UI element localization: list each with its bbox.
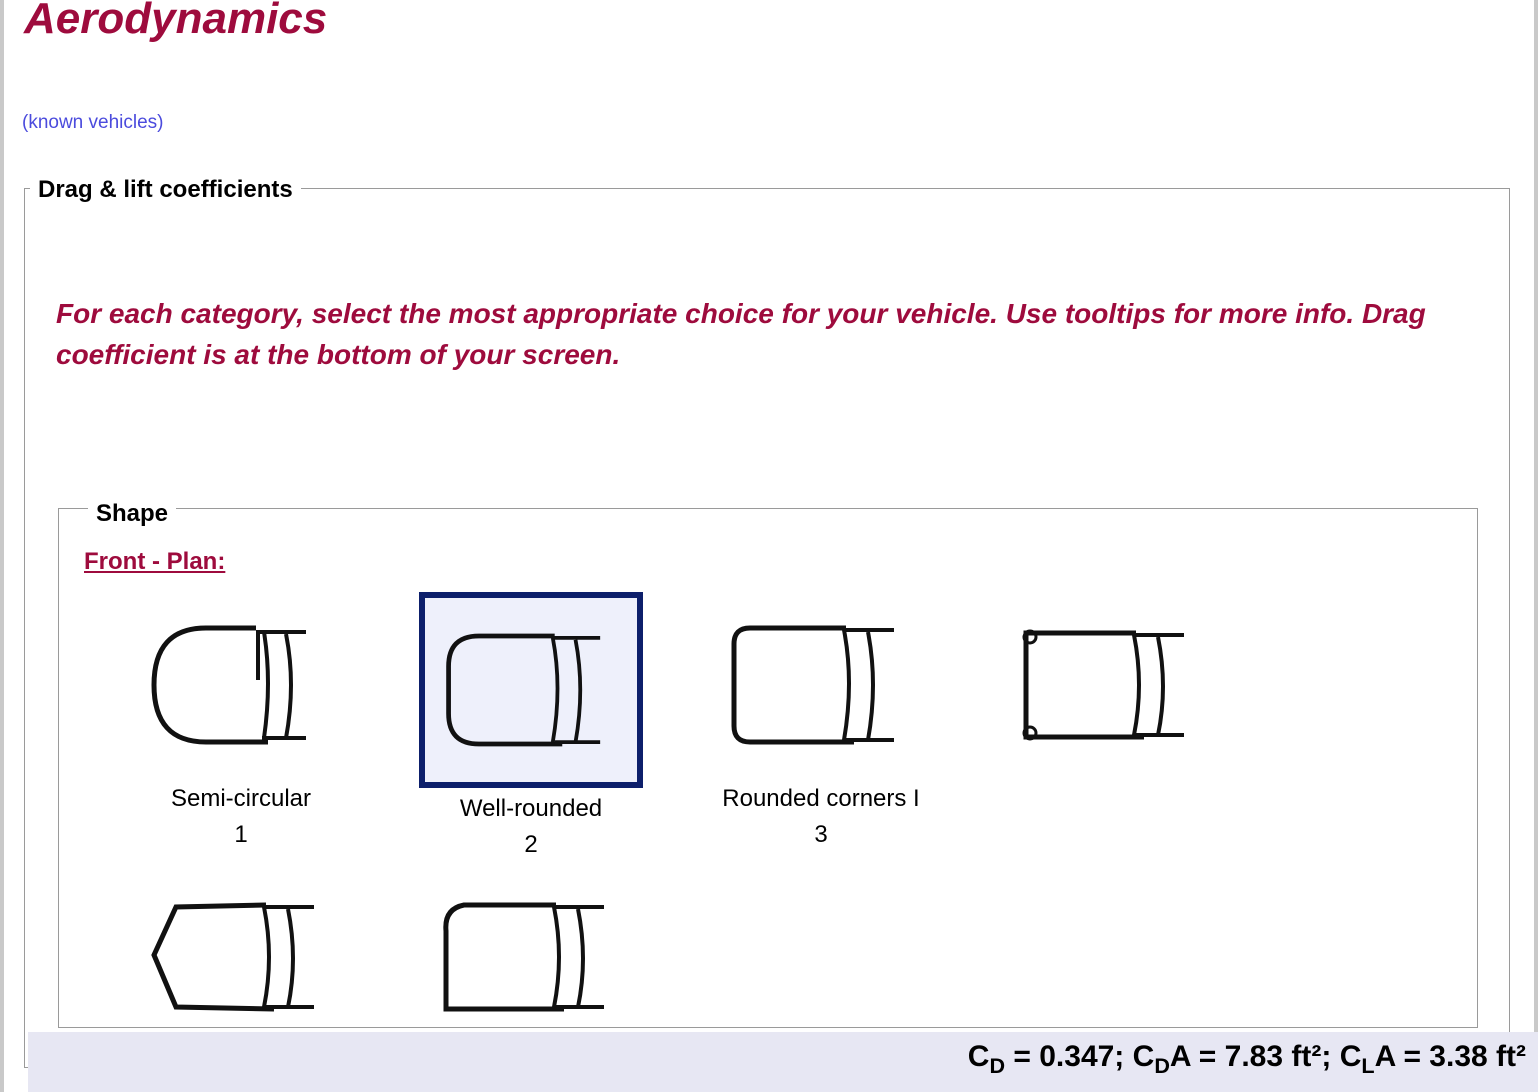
cd-subscript: D: [989, 1053, 1006, 1078]
page-title: Aerodynamics: [24, 0, 328, 43]
drag-coefficient-readout: [968, 1040, 1526, 1079]
shape-legend: Shape: [88, 500, 176, 528]
shape-option-grid: [96, 588, 1416, 1056]
semi-circular-front-plan-icon[interactable]: [131, 592, 351, 778]
shape-option-rounded-corners-ii[interactable]: [386, 860, 676, 1056]
shape-option-number: 2: [524, 831, 538, 858]
square-corners-front-plan-icon[interactable]: [1001, 592, 1221, 778]
rounded-corners-ii-shape-drawing: [436, 897, 626, 1017]
instructions-text: For each category, select the most appropriate choice for your vehicle. Use tooltips for more info. Drag coefficient is at the bottom of your screen.: [56, 298, 1426, 370]
known-vehicles-link[interactable]: (known vehicles): [22, 112, 164, 133]
shape-option-number: 3: [814, 821, 828, 848]
cda-subscript: D: [1154, 1053, 1170, 1078]
shape-option-label: Well-rounded: [459, 795, 603, 822]
cda-value: A = 7.83 ft²;: [1169, 1040, 1340, 1073]
square-corners-shape-drawing: [1016, 625, 1206, 745]
drag-lift-coefficients-legend: Drag & lift coefficients: [30, 176, 301, 204]
shape-option-square-corners[interactable]: [966, 588, 1256, 860]
rounded-corners-i-shape-drawing: [726, 620, 916, 750]
tapered-shape-drawing: [146, 897, 336, 1017]
cd-value: = 0.347;: [1005, 1040, 1133, 1073]
right-margin-rule: [1534, 0, 1538, 1092]
semi-circular-shape-drawing: [146, 620, 336, 750]
front-plan-label: Front - Plan:: [84, 548, 226, 575]
rounded-corners-ii-front-plan-icon[interactable]: [421, 864, 641, 1050]
cla-symbol: C: [1339, 1040, 1362, 1073]
shape-option-label: Semi-circular: [170, 785, 311, 812]
cda-symbol: C: [1132, 1040, 1155, 1073]
shape-option-rounded-corners-i[interactable]: [676, 588, 966, 860]
rounded-corners-i-front-plan-icon[interactable]: [711, 592, 931, 778]
shape-option-number: 1: [234, 821, 248, 848]
tapered-front-plan-icon[interactable]: [131, 864, 351, 1050]
well-rounded-front-plan-icon[interactable]: [419, 592, 643, 788]
shape-option-well-rounded[interactable]: [386, 588, 676, 860]
shape-option-semi-circular[interactable]: [96, 588, 386, 860]
cla-value: A = 3.38 ft²: [1374, 1040, 1526, 1073]
shape-option-tapered[interactable]: [96, 860, 386, 1056]
well-rounded-shape-drawing: [441, 625, 621, 755]
left-margin-rule: [0, 0, 4, 1092]
status-bar: [28, 1032, 1538, 1092]
cd-symbol: C: [967, 1040, 990, 1073]
shape-option-label: Rounded corners I: [722, 785, 920, 812]
cla-subscript: L: [1361, 1053, 1375, 1078]
